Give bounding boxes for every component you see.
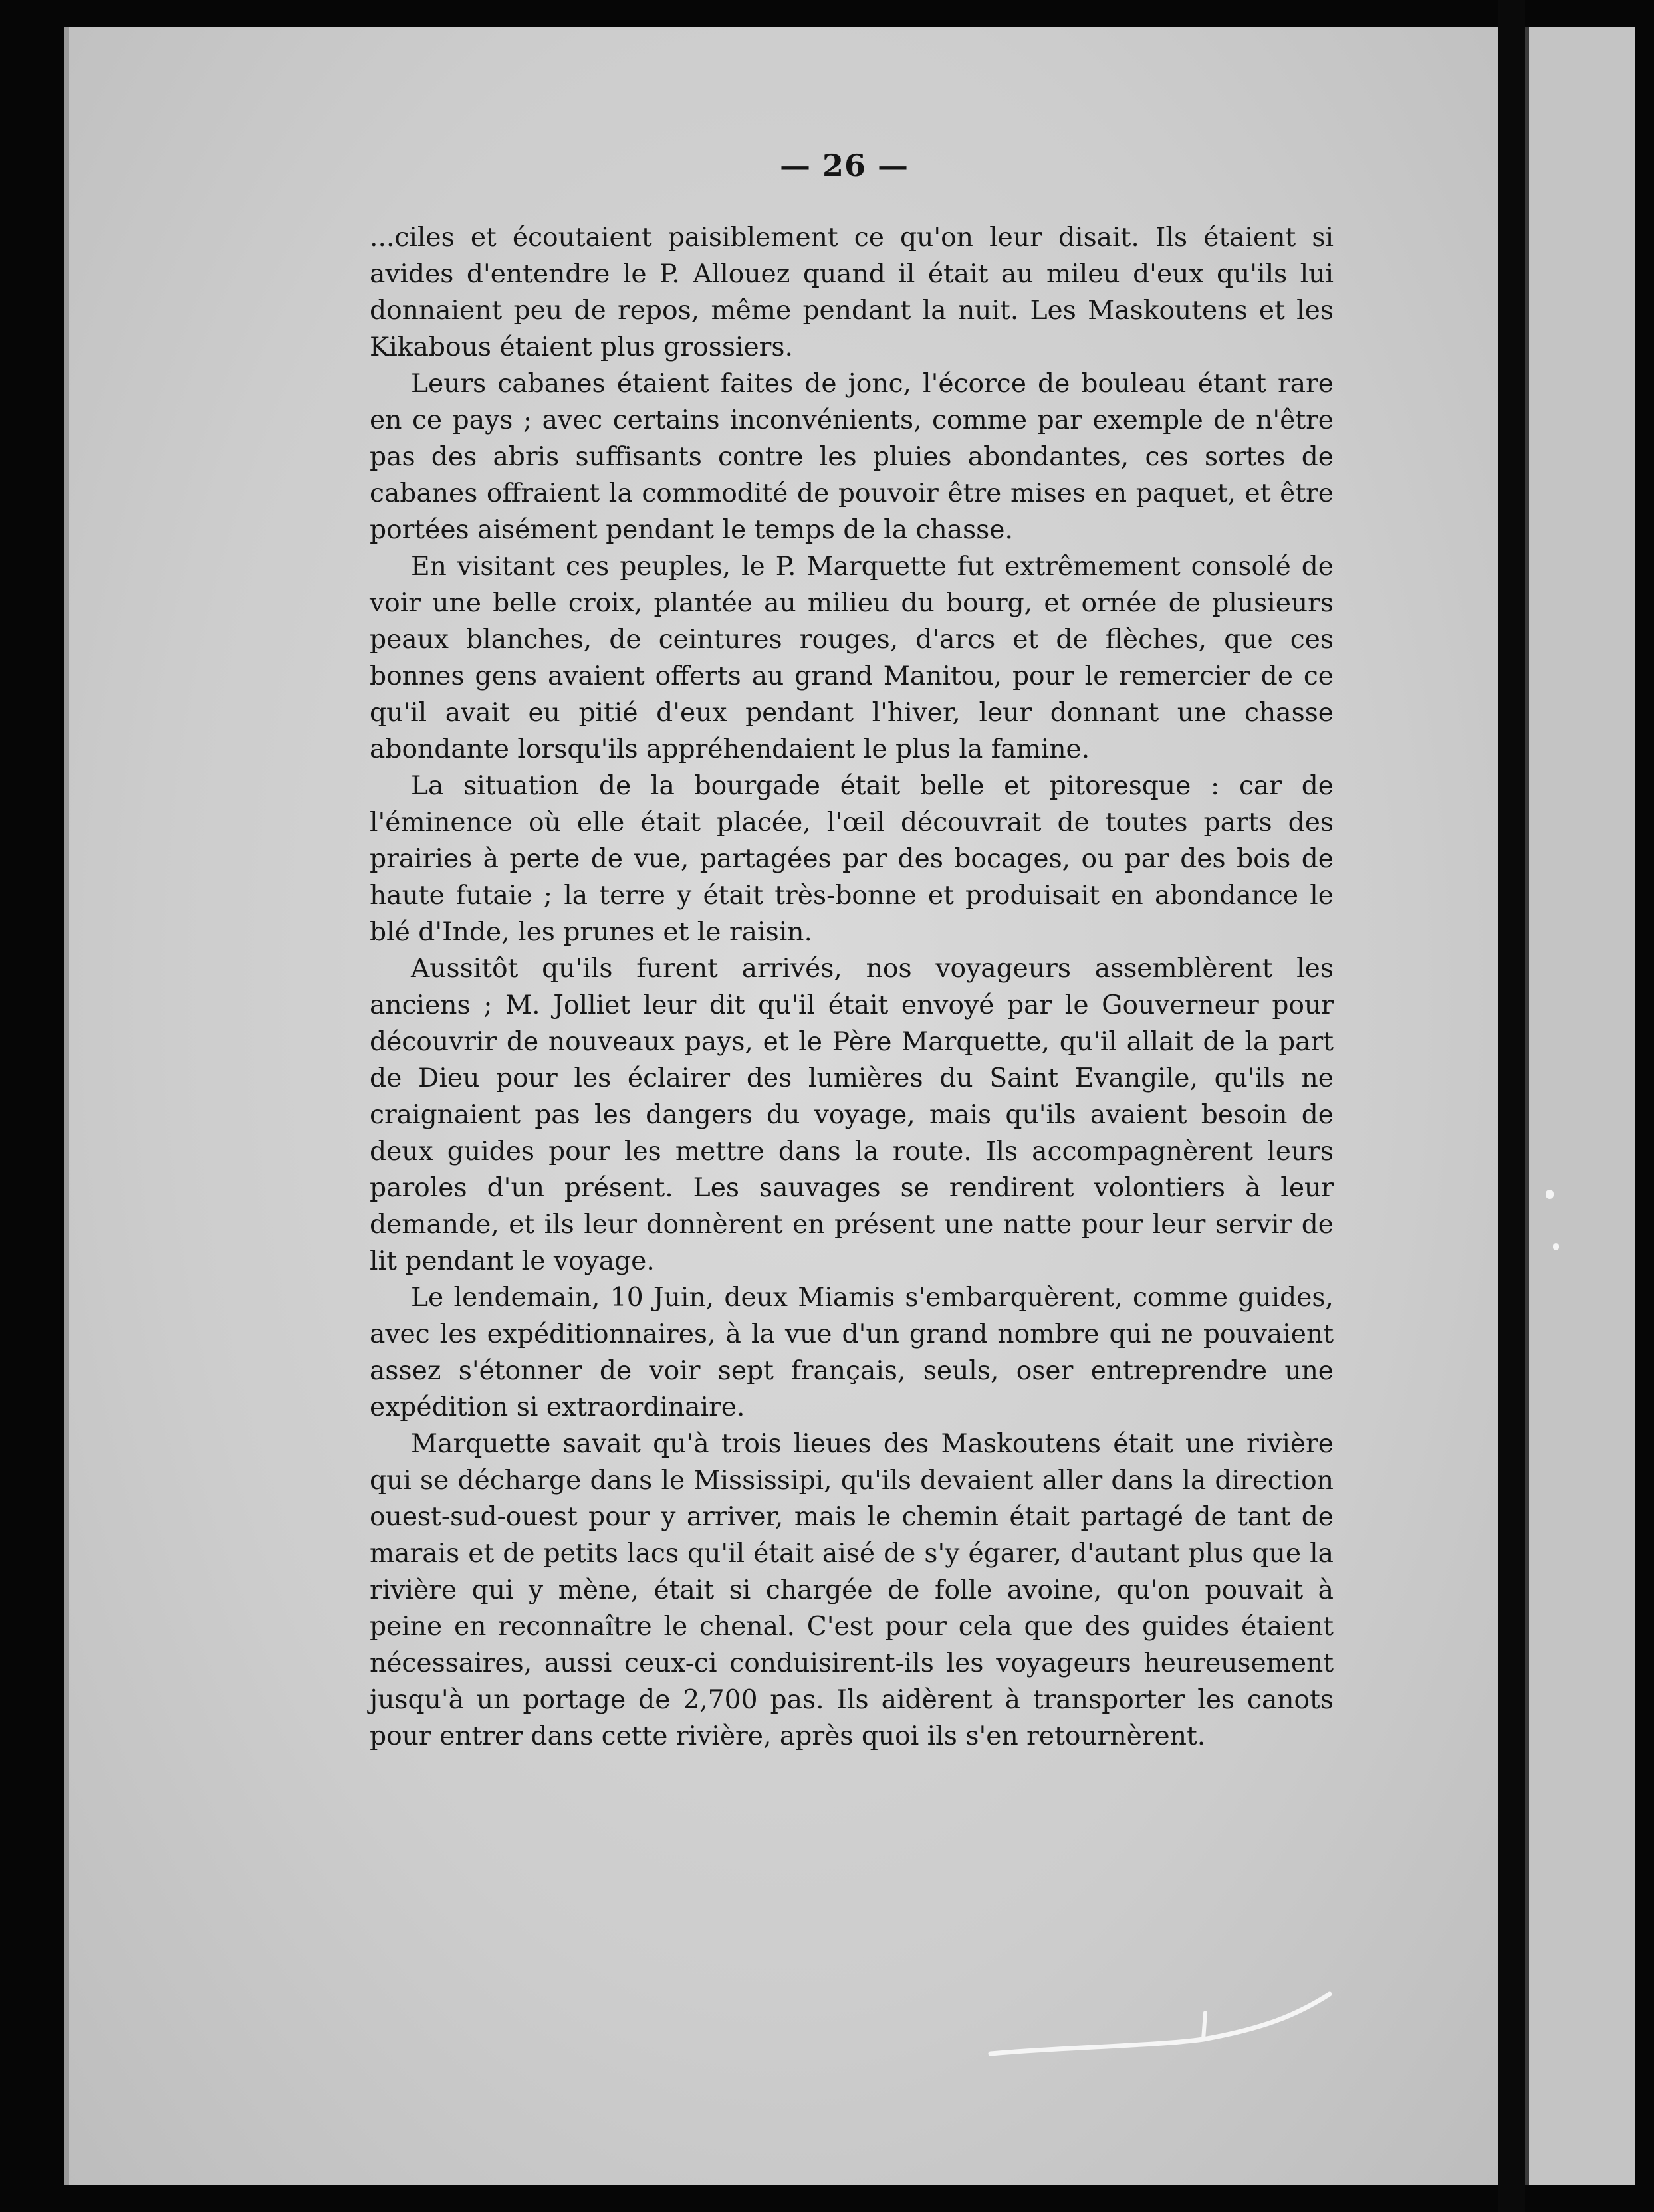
adjacent-page-edge [1525, 27, 1635, 2185]
body-text [370, 219, 1334, 1755]
paragraph: ...ciles et écoutaient paisiblement ce qu'on leur disait. Ils étaient si avides d'entendre le P. Allouez quand il était au mileu d'eux qu'ils lui donnaient peu de repos, même pendant la nuit. Les Maskoutens et les Kikabous étaient plus grossiers. [370, 223, 1334, 362]
page-number: — 26 — [779, 148, 909, 183]
paragraph: En visitant ces peuples, le P. Marquette fut extrêmement consolé de voir une belle croix, plantée au milieu du bourg, et ornée de plusieurs peaux blanches, de ceintures rouges, d'arcs et de flèches, que ces bonnes gens avaient offerts au grand Manitou, pour le remercier de ce qu'il avait eu pitié d'eux pendant l'hiver, leur donnant une chasse abondante lorsqu'ils appréhendaient le plus la famine. [370, 552, 1334, 764]
paragraph: La situation de la bourgade était belle et pitoresque : car de l'éminence où elle était placée, l'œil découvrait de toutes parts des prairies à perte de vue, partagées par des bocages, ou par des bois de haute futaie ; la terre y était très-bonne et produisait en abondance le blé d'Inde, les prunes et le raisin. [370, 771, 1334, 947]
paragraph: Aussitôt qu'ils furent arrivés, nos voyageurs assemblèrent les anciens ; M. Jolliet leur dit qu'il était envoyé par le Gouverneur pour découvrir de nouveaux pays, et le Père Marquette, qu'il allait de la part de Dieu pour les éclairer des lumières du Saint Evangile, qu'ils ne craignaient pas les dangers du voyage, mais qu'ils avaient besoin de deux guides pour les mettre dans la route. Ils accompagnèrent leurs paroles d'un présent. Les sauvages se rendirent volontiers à leur demande, et ils leur donnèrent en présent une natte pour leur servir de lit pendant le voyage. [370, 954, 1334, 1276]
paragraph: Le lendemain, 10 Juin, deux Miamis s'embarquèrent, comme guides, avec les expéditionnaires, à la vue d'un grand nombre qui ne pouvaient assez s'étonner de voir sept français, seuls, oser entreprendre une expédition si extraordinaire. [370, 1283, 1334, 1422]
page-left-edge [64, 27, 69, 2185]
paragraph: Marquette savait qu'à trois lieues des Maskoutens était une rivière qui se décharge dans le Mississipi, qu'ils devaient aller dans la direction ouest-sud-ouest pour y arriver, mais le chemin était partagé de tant de marais et de petits lacs qu'il était aisé de s'y égarer, d'autant plus que la rivière qui y mène, était si chargée de folle avoine, qu'on pouvait à peine en reconnaître le chenal. C'est pour cela que des guides étaient nécessaires, aussi ceux-ci conduisirent-ils les voyageurs heureusement jusqu'à un portage de 2,700 pas. Ils aidèrent à transporter les canots pour entrer dans cette rivière, après quoi ils s'en retournèrent. [370, 1429, 1334, 1751]
scan-dust-speck [1553, 1243, 1559, 1250]
scan-dust-speck [1546, 1190, 1554, 1199]
book-gutter [1498, 0, 1525, 2212]
scan-scratch-mark [984, 1954, 1356, 2067]
paragraph: Leurs cabanes étaient faites de jonc, l'écorce de bouleau étant rare en ce pays ; avec certains inconvénients, comme par exemple de n'être pas des abris suffisants contre les pluies abondantes, ces sortes de cabanes offraient la commodité de pouvoir être mises en paquet, et être portées aisément pendant le temps de la chasse. [370, 369, 1334, 545]
